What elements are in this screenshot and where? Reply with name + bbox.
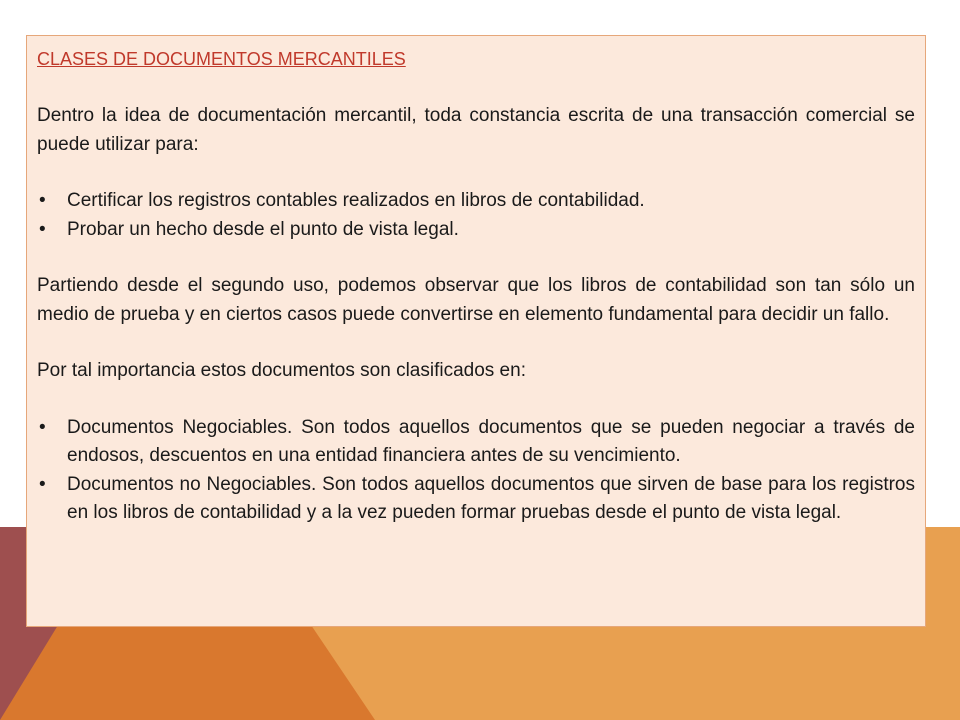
list-item — [37, 414, 915, 471]
spacer — [37, 74, 915, 102]
second-use-paragraph: Partiendo desde el segundo uso, podemos observar que los libros de contabilidad son tan sólo un medio de prueba y en ciertos casos puede convertirse en elemento fundamental para decidir un fallo. — [37, 275, 915, 325]
list-item — [37, 187, 915, 216]
bullet-icon: • — [39, 190, 46, 211]
spacer — [37, 386, 915, 414]
bullet-icon: • — [39, 416, 46, 438]
list-item-text: Probar un hecho desde el punto de vista legal. — [67, 218, 459, 240]
uses-list — [37, 187, 915, 244]
list-item-text: Certificar los registros contables realizados en libros de contabilidad. — [67, 190, 645, 211]
list-item-text: Documentos Negociables. Son todos aquellos documentos que se pueden negociar a través de endosos, descuentos en una entidad financiera antes de su vencimiento. — [67, 416, 915, 466]
spacer — [37, 159, 915, 187]
slide-title: CLASES DE DOCUMENTOS MERCANTILES — [37, 49, 406, 69]
bullet-icon: • — [39, 218, 46, 240]
bullet-icon: • — [39, 473, 46, 495]
spacer — [37, 329, 915, 357]
intro-paragraph: Dentro la idea de documentación mercantil, toda constancia escrita de una transacción comercial se puede utilizar para: — [37, 105, 915, 155]
classification-intro: Por tal importancia estos documentos son clasificados en: — [37, 360, 526, 381]
classes-list — [37, 414, 915, 528]
list-item-text: Documentos no Negociables. Son todos aquellos documentos que sirven de base para los registros en los libros de contabilidad y a la vez pueden formar pruebas desde el punto de vista legal. — [67, 473, 915, 523]
list-item — [37, 216, 915, 245]
content-box — [26, 35, 926, 627]
spacer — [37, 244, 915, 272]
list-item — [37, 471, 915, 528]
